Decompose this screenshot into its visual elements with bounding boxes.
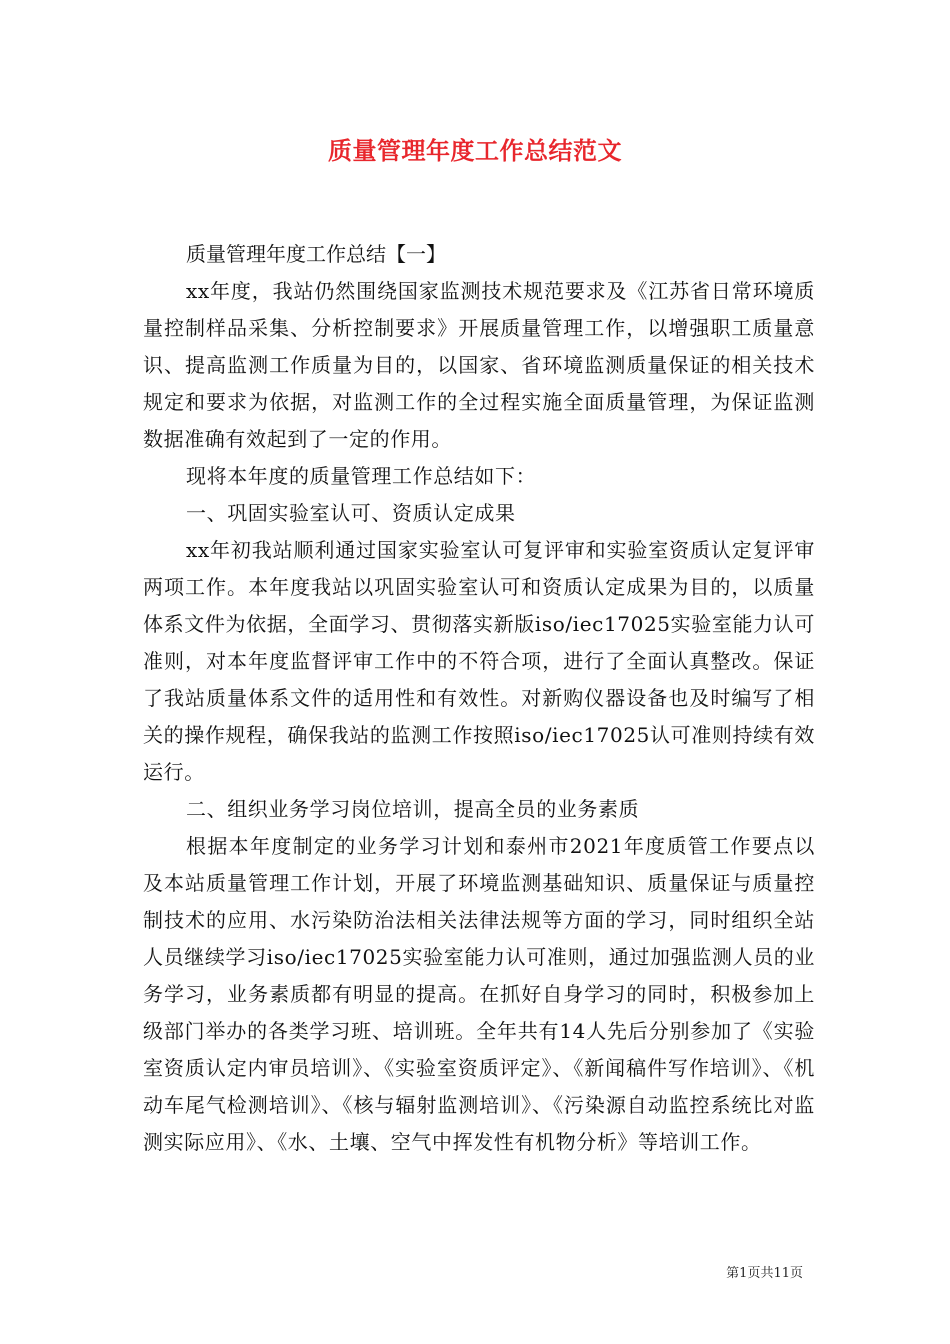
document-body bbox=[143, 236, 815, 1161]
heading-section-one: 一、巩固实验室认可、资质认定成果 bbox=[186, 501, 516, 525]
section-subtitle: 质量管理年度工作总结【一】 bbox=[186, 242, 446, 266]
paragraph-section-two: 根据本年度制定的业务学习计划和泰州市2021年度质管工作要点以及本站质量管理工作计划，开展了环境监测基础知识、质量保证与质量控制技术的应用、水污染防治法相关法律法规等方面的学习，同时组织全站人员继续学习iso/iec17025实验室能力认可准则，通过加强监测人员的业务学习，业务素质都有明显的提高。在抓好自身学习的同时，积极参加上级部门举办的各类学习班、培训班。全年共有14人先后分别参加了《实验室资质认定内审员培训》、《实验室资质评定》、《新闻稿件写作培训》、《机动车尾气检测培训》、《核与辐射监测培训》、《污染源自动监控系统比对监测实际应用》、《水、土壤、空气中挥发性有机物分析》等培训工作。 bbox=[143, 834, 815, 1154]
paragraph-summary-lead: 现将本年度的质量管理工作总结如下： bbox=[186, 464, 537, 488]
paragraph-intro: xx年度，我站仍然围绕国家监测技术规范要求及《江苏省日常环境质量控制样品采集、分析控制要求》开展质量管理工作，以增强职工质量意识、提高监测工作质量为目的，以国家、省环境监测质量保证的相关技术规定和要求为依据，对监测工作的全过程实施全面质量管理，为保证监测数据准确有效起到了一定的作用。 bbox=[143, 279, 815, 451]
page-number: 第1页共11页 bbox=[726, 1266, 803, 1281]
heading-section-two: 二、组织业务学习岗位培训，提高全员的业务素质 bbox=[186, 797, 640, 821]
document-title: 质量管理年度工作总结范文 bbox=[328, 136, 622, 165]
paragraph-section-one: xx年初我站顺利通过国家实验室认可复评审和实验室资质认定复评审两项工作。本年度我站以巩固实验室认可和资质认定成果为目的，以质量体系文件为依据，全面学习、贯彻落实新版iso/iec17025实验室能力认可准则，对本年度监督评审工作中的不符合项，进行了全面认真整改。保证了我站质量体系文件的适用性和有效性。对新购仪器设备也及时编写了相关的操作规程，确保我站的监测工作按照iso/iec17025认可准则持续有效运行。 bbox=[143, 538, 815, 784]
